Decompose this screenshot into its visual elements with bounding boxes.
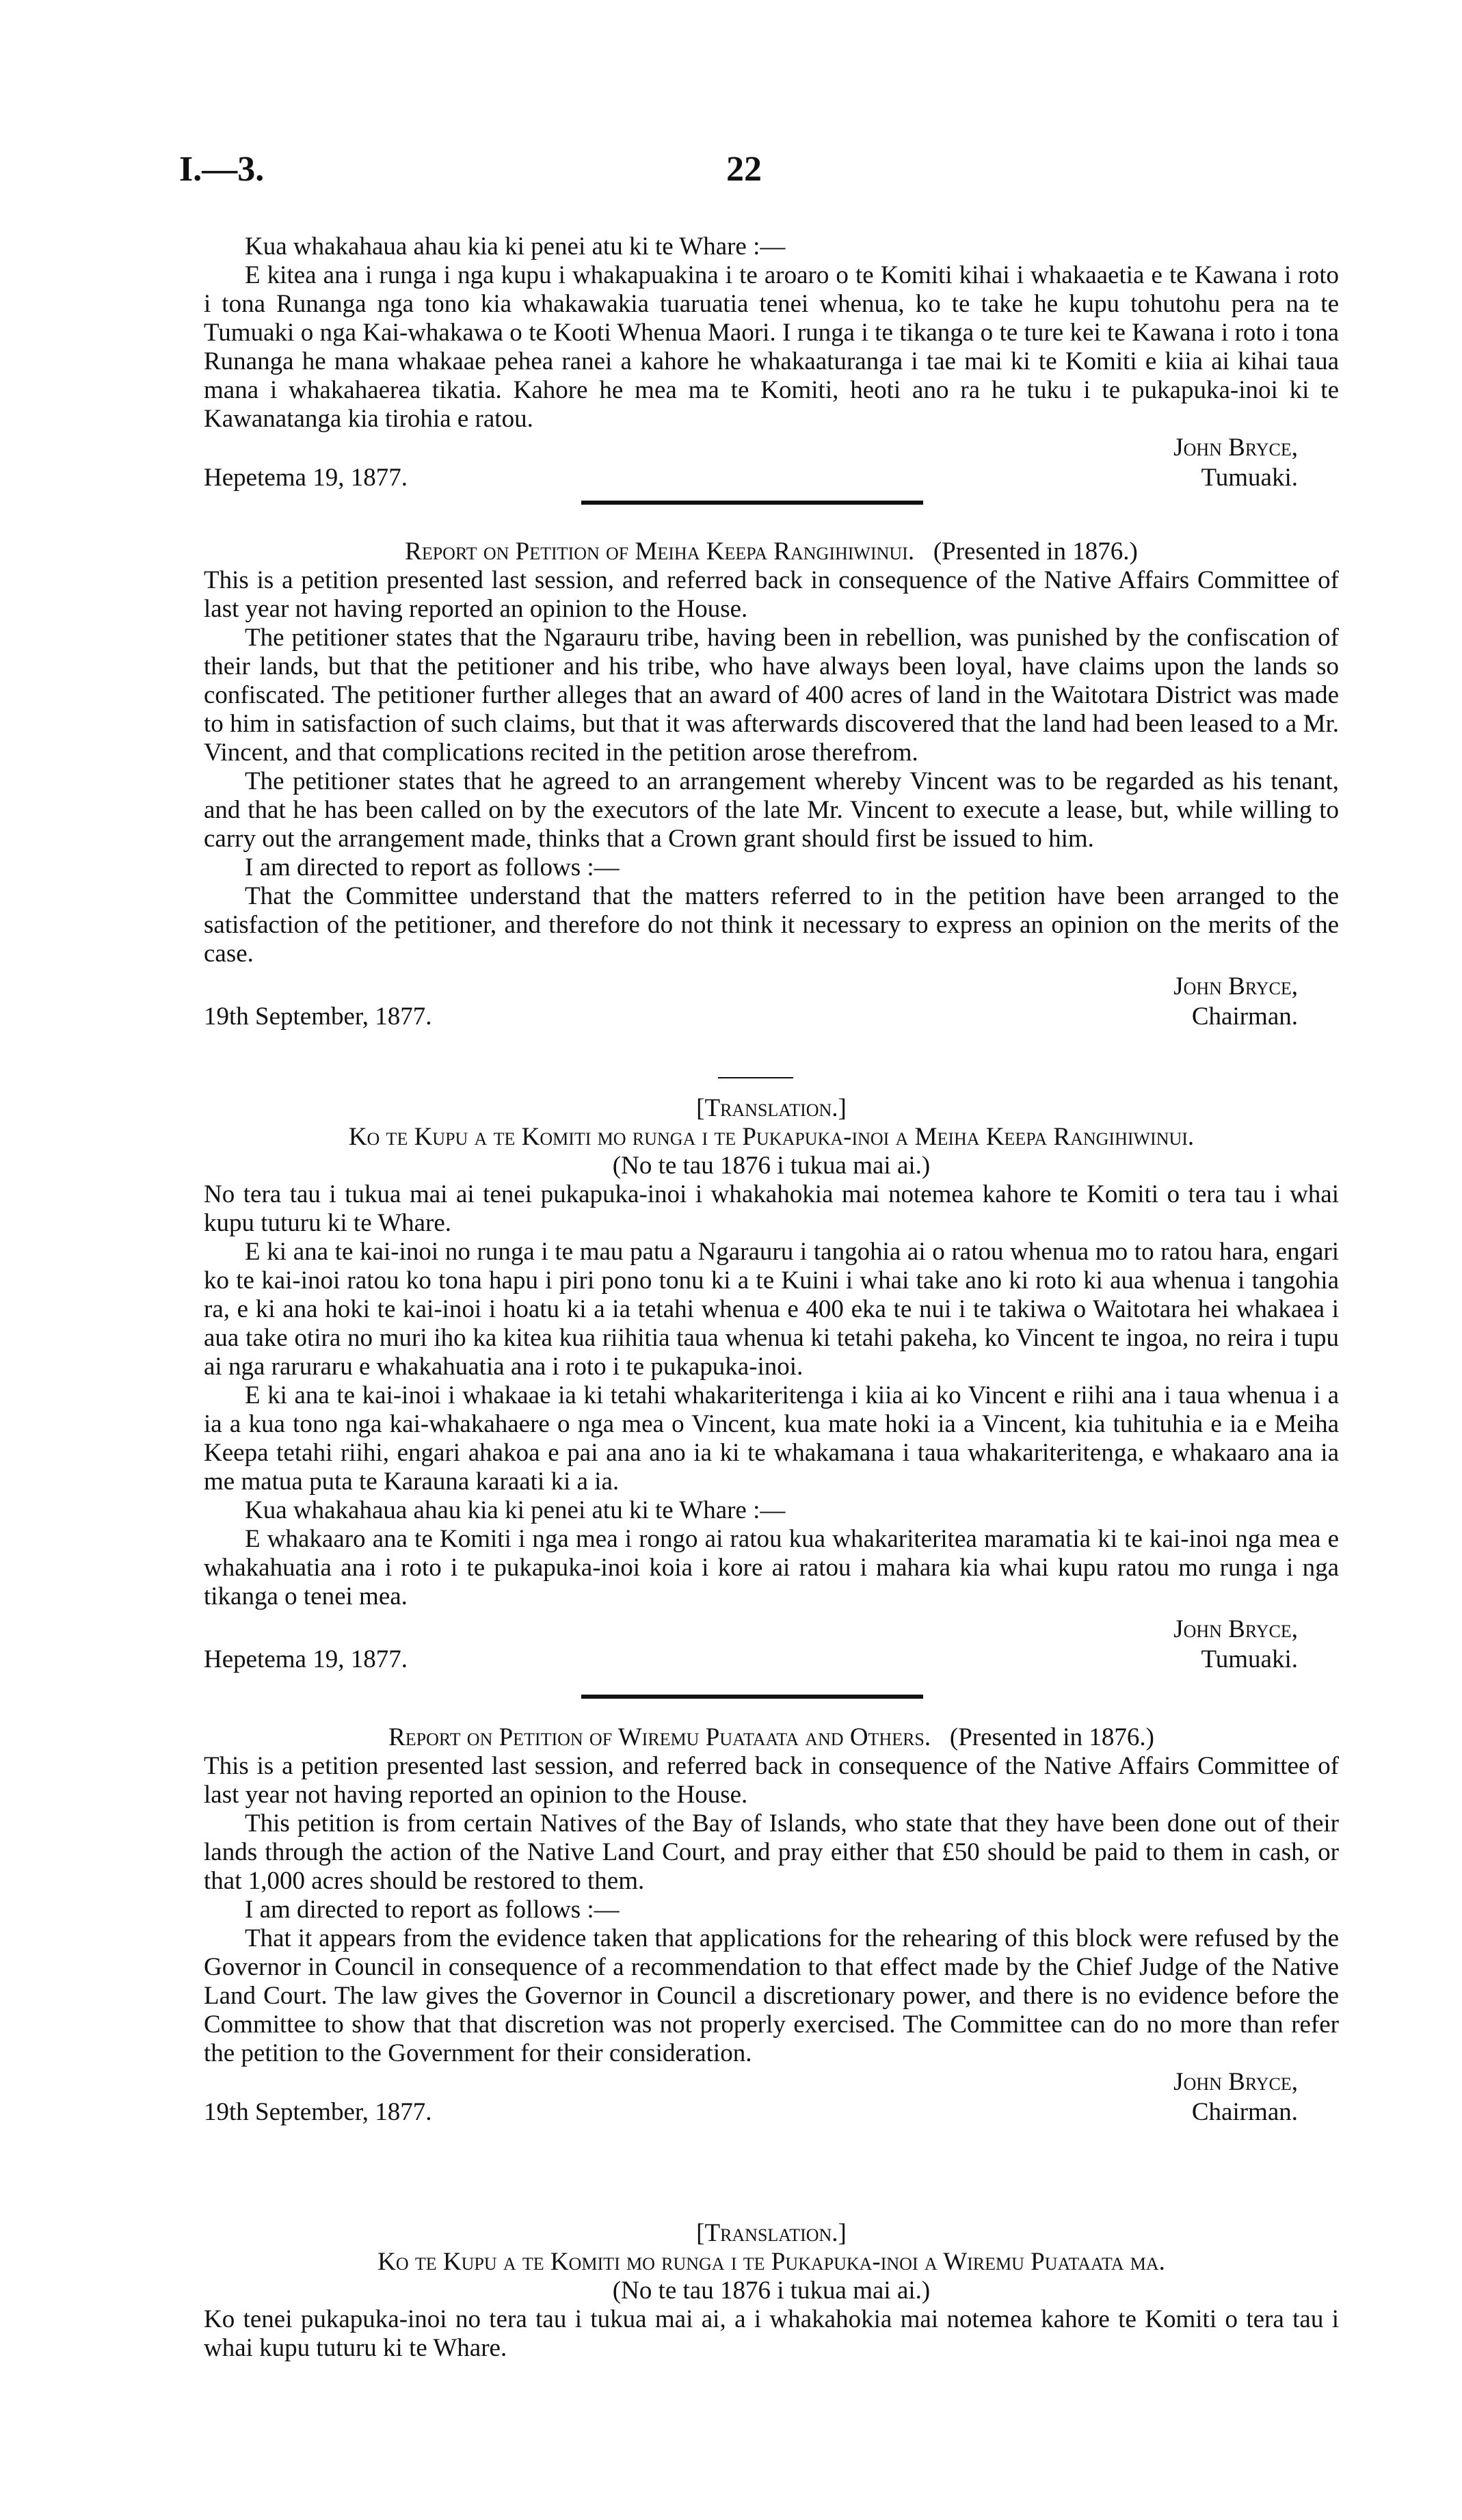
paragraph: Kua whakahaua ahau kia ki penei atu ki te Whare :—	[245, 233, 786, 261]
paragraph: Kua whakahaua ahau kia ki penei atu ki te Whare :—	[245, 1496, 786, 1524]
page-number: 22	[726, 150, 762, 189]
report-title: Report on Petition of Wiremu Puataata and Others. (Presented in 1876.)	[388, 1723, 1154, 1751]
date: 19th September, 1877.	[204, 2098, 432, 2126]
report-title: Report on Petition of Meiha Keepa Rangihiwinui. (Presented in 1876.)	[405, 538, 1138, 566]
paragraph: E ki ana te kai-inoi no runga i te mau patu a Ngarauru i tangohia ai o ratou whenua mo to ratou hara, engari ko te kai-inoi ratou ko tona hapu i piri pono tonu ki a te Kuini i whai take ano ki roto ki aua whenua i tangohia ra, e ki ana hoki te kai-inoi i hoatu ki a ia tetahi whenua e 400 eka te nui i te takiwa o Waitotara hei whakaea i aua take otira no muri iho ka kitea kua riihitia taua whenua ki tetahi pakeha, ko Vincent te ingoa, no reira i tupu ai nga raruraru e whakahuatia ana i roto i te pukapuka-inoi.	[204, 1238, 1339, 1381]
short-rule	[718, 1077, 793, 1078]
signature-title: Tumuaki.	[1201, 464, 1298, 492]
signature-row	[204, 2098, 1339, 2128]
signature-title: Chairman.	[1191, 2098, 1298, 2126]
signature-row	[204, 464, 1339, 494]
signature-title: Tumuaki.	[1201, 1645, 1298, 1673]
translation-label: [Translation.]	[696, 2219, 847, 2247]
paragraph: The petitioner states that the Ngarauru tribe, having been in rebellion, was punished by the confiscation of their lands, but that the petitioner and his tribe, who have always been loyal, have claims upon the lands so confiscated. The petitioner further alleges that an award of 400 acres of land in the Waitotara District was made to him in satisfaction of such claims, but that it was afterwards discovered that the land had been leased to a Mr. Vincent, and that complications recited in the petition arose therefrom.	[204, 624, 1339, 767]
paragraph: I am directed to report as follows :—	[245, 1896, 620, 1924]
paragraph: No tera tau i tukua mai ai tenei pukapuka-inoi i whakahokia mai notemea kahore te Komiti o tera tau i whai kupu tuturu ki te Whare.	[204, 1180, 1339, 1237]
date: 19th September, 1877.	[204, 1003, 432, 1031]
paragraph: This petition is from certain Natives of the Bay of Islands, who state that they have been done out of their lands through the action of the Native Land Court, and pray either that £50 should be paid to them in cash, or that 1,000 acres should be restored to them.	[204, 1809, 1339, 1895]
signature-name: John Bryce,	[1173, 972, 1298, 1000]
paragraph: E kitea ana i runga i nga kupu i whakapuakina i te aroaro o te Komiti kihai i whakaaetia e te Kawana i roto i tona Runanga nga tono kia whakawakia tuaruatia tenei whenua, ko te take he kupu tohutohu pera na te Tumuaki o nga Kai-whakawa o te Kooti Whenua Maori. I runga i te tikanga o te ture kei te Kawana i roto i tona Runanga he mana whakaae pehea ranei a kahore he whakaaturanga i tae mai ki te Komiti e kiia ai kihai taua mana i whakahaerea tikatia. Kahore he mea ma te Komiti, heoti ano ra he tuku i te pukapuka-inoi ki te Kawanatanga kia tirohia e ratou.	[204, 261, 1339, 433]
paragraph: I am directed to report as follows :—	[245, 853, 620, 881]
section-divider	[581, 1695, 923, 1699]
signature-name: John Bryce,	[1173, 1615, 1298, 1643]
section-translation-meiha-keepa	[204, 1094, 1339, 1675]
paragraph: This is a petition presented last session, and referred back in consequence of the Native Affairs Committee of last year not having reported an opinion to the House.	[204, 566, 1339, 623]
paragraph: The petitioner states that he agreed to an arrangement whereby Vincent was to be regarded as his tenant, and that he has been called on by the executors of the late Mr. Vincent to execute a lease, but, while willing to carry out the arrangement made, thinks that a Crown grant should first be issued to him.	[204, 767, 1339, 853]
paragraph: That it appears from the evidence taken that applications for the rehearing of this block were refused by the Governor in Council in consequence of a recommendation to that effect made by the Chief Judge of the Native Land Court. The law gives the Governor in Council a discretionary power, and there is no evidence before the Committee to show that that discretion was not properly exercised. The Committee can do no more than refer the petition to the Government for their consideration.	[204, 1924, 1339, 2067]
section-translation-wiremu-puataata	[204, 2219, 1339, 2363]
signature-title: Chairman.	[1191, 1003, 1298, 1031]
date: Hepetema 19, 1877.	[204, 1645, 408, 1673]
paragraph: This is a petition presented last session, and referred back in consequence of the Native Affairs Committee of last year not having reported an opinion to the House.	[204, 1752, 1339, 1809]
signature-name: John Bryce,	[1173, 2068, 1298, 2096]
paragraph: E whakaaro ana te Komiti i nga mea i rongo ai ratou kua whakariteritea maramatia ki te kai-inoi nga mea e whakahuatia ana i roto i te pukapuka-inoi koia i kore ai ratou i mahara kia whai kupu ratou mo runga i nga tikanga o tenei mea.	[204, 1525, 1339, 1610]
signature-name: John Bryce,	[1173, 434, 1298, 462]
date: Hepetema 19, 1877.	[204, 464, 408, 492]
section-maori-conclusion	[204, 233, 1339, 494]
paragraph: That the Committee understand that the matters referred to in the petition have been arranged to the satisfaction of the petitioner, and therefore do not think it necessary to express an opinion on the merits of the case.	[204, 882, 1339, 968]
signature-row	[204, 1645, 1339, 1675]
translation-subtitle: (No te tau 1876 i tukua mai ai.)	[612, 2277, 931, 2305]
translation-title: Ko te Kupu a te Komiti mo runga i te Pukapuka-inoi a Meiha Keepa Rangihiwinui.	[348, 1123, 1195, 1151]
translation-subtitle: (No te tau 1876 i tukua mai ai.)	[612, 1152, 931, 1180]
signature-row	[204, 1003, 1339, 1033]
section-report-meiha-keepa	[204, 538, 1339, 1033]
paragraph: E ki ana te kai-inoi i whakaae ia ki tetahi whakariteritenga i kiia ai ko Vincent e riihi ana i taua whenua i a ia a kua tono nga kai-whakahaere o nga mea o Vincent, kua mate hoki ia a Vincent, kia tuhituhia e ia e Meiha Keepa tetahi riihi, engari ahakoa e pai ana ano ia ki te whakamana i taua whakariteritenga, e whakaaro ana ia me matua puta te Karauna karaati ki a ia.	[204, 1381, 1339, 1496]
translation-label: [Translation.]	[696, 1094, 847, 1122]
paragraph: Ko tenei pukapuka-inoi no tera tau i tukua mai ai, a i whakahokia mai notemea kahore te Komiti o tera tau i whai kupu tuturu ki te Whare.	[204, 2305, 1339, 2362]
section-report-wiremu-puataata	[204, 1723, 1339, 2128]
translation-title: Ko te Kupu a te Komiti mo runga i te Pukapuka-inoi a Wiremu Puataata ma.	[377, 2248, 1165, 2276]
page-reference: I.—3.	[179, 150, 265, 189]
section-divider	[581, 501, 923, 505]
